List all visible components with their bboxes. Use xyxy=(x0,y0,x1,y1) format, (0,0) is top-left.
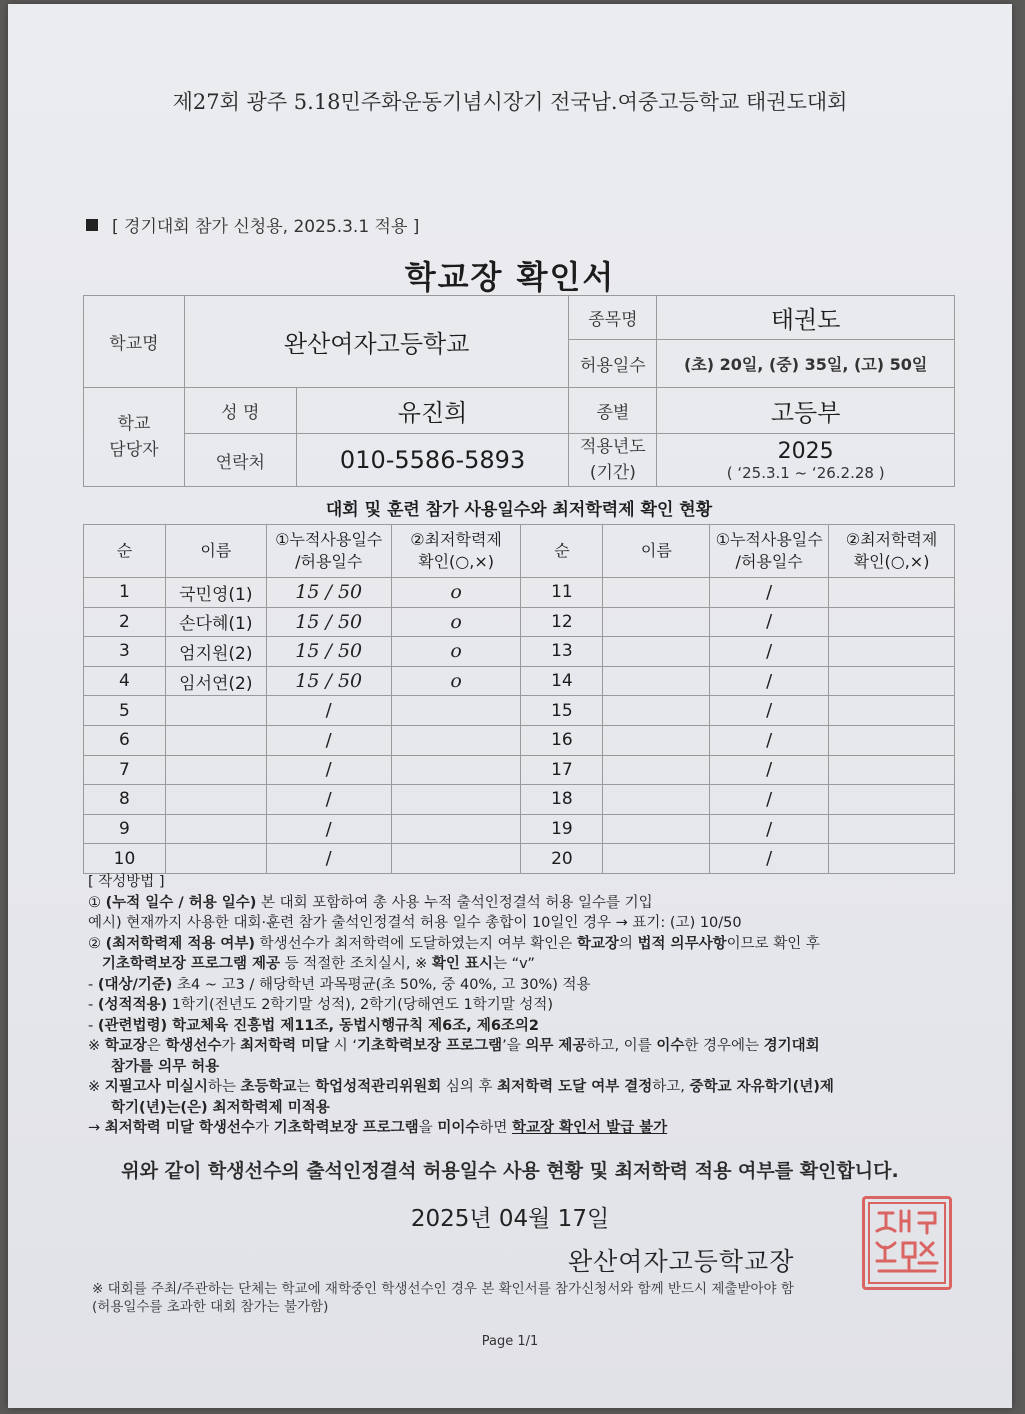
roster-name-cell xyxy=(603,578,710,608)
roster-name-cell xyxy=(165,844,266,874)
roster-check-cell xyxy=(829,607,955,637)
roster-days-cell: 15 / 50 xyxy=(266,607,391,637)
year-cell xyxy=(657,434,955,487)
header-days-line2: /허용일수 xyxy=(735,552,803,571)
roster-name-cell xyxy=(165,814,266,844)
roster-name-cell xyxy=(603,755,710,785)
page-number: Page 1/1 xyxy=(481,1334,539,1349)
header-no: 순 xyxy=(84,525,166,578)
sport-label: 종목명 xyxy=(569,296,657,340)
document-page xyxy=(8,4,1012,1408)
roster-check-cell xyxy=(829,755,955,785)
roster-check-cell xyxy=(829,696,955,726)
roster-name-cell: 임서연(2) xyxy=(165,666,266,696)
header-name: 이름 xyxy=(165,525,266,578)
roster-name-cell: 국민영(1) xyxy=(165,578,266,608)
roster-check-cell: o xyxy=(391,637,521,667)
year-value: 2025 xyxy=(777,438,834,464)
contact-value: 010-5586-5893 xyxy=(296,434,569,487)
footnote xyxy=(92,1280,794,1316)
note-2: ② (최저학력제 적용 여부) 학생선수가 최저학력에 도달하였는지 여부 확인은 학교장의 법적 의무사항이므로 확인 후 xyxy=(88,935,820,952)
roster-no-cell: 17 xyxy=(521,755,603,785)
roster-name-cell: 손다혜(1) xyxy=(165,607,266,637)
roster-check-cell xyxy=(829,725,955,755)
header-no: 순 xyxy=(521,525,603,578)
roster-days-cell: / xyxy=(710,696,829,726)
roster-check-cell xyxy=(829,637,955,667)
table-row xyxy=(84,755,955,785)
table-row xyxy=(84,725,955,755)
roster-no-cell: 19 xyxy=(521,814,603,844)
roster-no-cell: 3 xyxy=(84,637,166,667)
header-check-line1: ②최저학력제 xyxy=(410,530,502,549)
table-row xyxy=(84,637,955,667)
roster-check-cell xyxy=(829,578,955,608)
roster-days-cell: / xyxy=(710,637,829,667)
issue-date: 2025년 04월 17일 xyxy=(410,1206,610,1232)
school-label: 학교명 xyxy=(84,296,185,388)
table-row xyxy=(84,666,955,696)
roster-name-cell xyxy=(603,607,710,637)
instructions-heading: [ 작성방법 ] xyxy=(88,874,165,890)
footnote-line1: ※ 대회를 주최/주관하는 단체는 학교에 재학중인 학생선수인 경우 본 확인서를 참가신청서와 함께 반드시 제출받아야 함 xyxy=(92,1281,794,1297)
roster-days-cell: / xyxy=(710,607,829,637)
special-note-1-cont: 참가를 의무 허용 xyxy=(111,1058,220,1075)
roster-name-cell xyxy=(603,696,710,726)
header-check-line2: 확인(○,×) xyxy=(853,552,930,571)
manager-label-line2: 담당자 xyxy=(109,440,159,460)
roster-check-cell xyxy=(391,755,521,785)
header-days xyxy=(266,525,391,578)
header-days xyxy=(710,525,829,578)
roster-no-cell: 16 xyxy=(521,725,603,755)
note-1-example: 예시) 현재까지 사용한 대회·훈련 참가 출석인정결석 허용 일수 총합이 10일인 경우 → 표기: (고) 10/50 xyxy=(88,915,742,931)
roster-days-cell: / xyxy=(710,814,829,844)
header-check xyxy=(829,525,955,578)
sport-value: 태권도 xyxy=(657,296,955,340)
roster-check-cell: o xyxy=(391,666,521,696)
header-days-line1: ①누적사용일수 xyxy=(275,530,383,549)
manager-label xyxy=(84,388,185,487)
special-note-2: ※ 지필고사 미실시하는 초등학교는 학업성적관리위원회 심의 후 최저학력 도달 여부 결정하고, 중학교 자유학기(년)제 xyxy=(88,1079,834,1095)
roster-no-cell: 13 xyxy=(521,637,603,667)
roster-check-cell xyxy=(829,666,955,696)
roster-days-cell: 15 / 50 xyxy=(266,666,391,696)
roster-no-cell: 2 xyxy=(84,607,166,637)
roster-name-cell xyxy=(603,725,710,755)
roster-name-cell xyxy=(603,844,710,874)
roster-check-cell xyxy=(391,725,521,755)
seal-icon xyxy=(865,1199,949,1287)
roster-days-cell: / xyxy=(710,785,829,815)
roster-table xyxy=(83,524,955,874)
header-days-line2: /허용일수 xyxy=(295,552,363,571)
contact-label: 연락처 xyxy=(184,434,296,487)
roster-name-cell xyxy=(165,696,266,726)
roster-check-cell xyxy=(391,785,521,815)
period-value: ( ‘25.3.1 ~ ‘26.2.28 ) xyxy=(726,463,885,482)
roster-days-cell: / xyxy=(266,844,391,874)
roster-days-cell: / xyxy=(710,844,829,874)
year-label xyxy=(569,434,657,487)
roster-no-cell: 7 xyxy=(84,755,166,785)
roster-no-cell: 10 xyxy=(84,844,166,874)
header-check xyxy=(391,525,521,578)
document-title: 학교장 확인서 xyxy=(404,258,616,296)
roster-days-cell: / xyxy=(266,725,391,755)
table-row xyxy=(84,844,955,874)
instructions xyxy=(88,872,988,1139)
roster-no-cell: 6 xyxy=(84,725,166,755)
roster-check-cell: o xyxy=(391,578,521,608)
roster-no-cell: 18 xyxy=(521,785,603,815)
table-row xyxy=(84,785,955,815)
table-row xyxy=(84,607,955,637)
detail-law: - (관련법령) 학교체육 진흥법 제11조, 동법시행규칙 제6조, 제6조의2 xyxy=(88,1017,540,1034)
roster-no-cell: 8 xyxy=(84,785,166,815)
note-1: ① (누적 일수 / 허용 일수) 본 대회 포함하여 총 사용 누적 출석인정결석 허용 일수를 기입 xyxy=(88,894,653,911)
roster-name-cell xyxy=(603,637,710,667)
header-days-line1: ①누적사용일수 xyxy=(715,530,823,549)
roster-check-cell: o xyxy=(391,607,521,637)
table-row xyxy=(84,814,955,844)
school-value: 완산여자고등학교 xyxy=(184,296,569,388)
roster-days-cell: 15 / 50 xyxy=(266,578,391,608)
special-note-2-cont: 학기(년)는(은) 최저학력제 미적용 xyxy=(111,1099,330,1116)
roster-no-cell: 9 xyxy=(84,814,166,844)
roster-no-cell: 15 xyxy=(521,696,603,726)
roster-days-cell: / xyxy=(266,785,391,815)
note-2-cont: 기초학력보장 프로그램 제공 등 적절한 조치실시, ※ 확인 표시는 “v” xyxy=(101,956,535,972)
section-title: 대회 및 훈련 참가 사용일수와 최저학력제 확인 현황 xyxy=(325,500,713,520)
event-title: 제27회 광주 5.18민주화운동기념시장기 전국남.여중고등학교 태권도대회 xyxy=(172,90,848,114)
roster-name-cell xyxy=(603,785,710,815)
name-label: 성 명 xyxy=(184,388,296,434)
roster-no-cell: 20 xyxy=(521,844,603,874)
roster-name-cell xyxy=(165,755,266,785)
header-check-line1: ②최저학력제 xyxy=(845,530,938,549)
roster-name-cell xyxy=(603,666,710,696)
arrow-note: → 최저학력 미달 학생선수가 기초학력보장 프로그램을 미이수하면 학교장 확인서 발급 불가 xyxy=(88,1120,668,1136)
roster-days-cell: / xyxy=(266,755,391,785)
confirmation-text: 위와 같이 학생선수의 출석인정결석 허용일수 사용 현황 및 최저학력 적용 여부를 확인합니다. xyxy=(121,1160,899,1182)
form-meta xyxy=(86,212,419,237)
roster-check-cell xyxy=(391,696,521,726)
info-table xyxy=(83,295,955,487)
special-note-1: ※ 학교장은 학생선수가 최저학력 미달 시 ‘기초학력보장 프로그램’을 의무 제공하고, 이를 이수한 경우에는 경기대회 xyxy=(88,1038,820,1054)
allowed-days-label: 허용일수 xyxy=(569,340,657,388)
roster-check-cell xyxy=(829,814,955,844)
detail-grades: - (성적적용) 1학기(전년도 2학기말 성적), 2학기(당해연도 1학기말 성적) xyxy=(88,997,554,1013)
roster-name-cell: 엄지원(2) xyxy=(165,637,266,667)
manager-label-line1: 학교 xyxy=(117,414,151,434)
roster-check-cell xyxy=(391,814,521,844)
header-check-line2: 확인(○,×) xyxy=(418,552,494,571)
roster-no-cell: 11 xyxy=(521,578,603,608)
year-label-line2: (기간) xyxy=(589,463,636,483)
table-row xyxy=(84,578,955,608)
roster-days-cell: / xyxy=(710,578,829,608)
roster-days-cell: / xyxy=(710,755,829,785)
roster-name-cell xyxy=(165,725,266,755)
detail-target: - (대상/기준) 초4 ~ 고3 / 해당학년 과목평균(초 50%, 중 40%, 고 30%) 적용 xyxy=(88,976,591,993)
roster-days-cell: / xyxy=(710,725,829,755)
roster-check-cell xyxy=(829,785,955,815)
year-label-line1: 적용년도 xyxy=(580,437,646,457)
division-value: 고등부 xyxy=(657,388,955,434)
roster-no-cell: 4 xyxy=(84,666,166,696)
official-seal-stamp xyxy=(862,1196,952,1290)
roster-no-cell: 12 xyxy=(521,607,603,637)
square-bullet-icon xyxy=(86,219,98,231)
roster-no-cell: 14 xyxy=(521,666,603,696)
roster-check-cell xyxy=(391,844,521,874)
division-label: 종별 xyxy=(569,388,657,434)
allowed-days-value: (초) 20일, (중) 35일, (고) 50일 xyxy=(657,340,955,388)
roster-check-cell xyxy=(829,844,955,874)
roster-no-cell: 1 xyxy=(84,578,166,608)
roster-header-row xyxy=(84,525,955,578)
header-name: 이름 xyxy=(603,525,710,578)
roster-no-cell: 5 xyxy=(84,696,166,726)
principal-signature: 완산여자고등학교장 xyxy=(568,1247,795,1276)
roster-days-cell: / xyxy=(266,814,391,844)
roster-days-cell: / xyxy=(266,696,391,726)
roster-days-cell: 15 / 50 xyxy=(266,637,391,667)
roster-days-cell: / xyxy=(710,666,829,696)
form-meta-text: [ 경기대회 참가 신청용, 2025.3.1 적용 ] xyxy=(112,217,420,237)
roster-name-cell xyxy=(603,814,710,844)
name-value: 유진희 xyxy=(296,388,569,434)
roster-name-cell xyxy=(165,785,266,815)
footnote-line2: (허용일수를 초과한 대회 참가는 불가함) xyxy=(92,1299,329,1315)
table-row xyxy=(84,696,955,726)
